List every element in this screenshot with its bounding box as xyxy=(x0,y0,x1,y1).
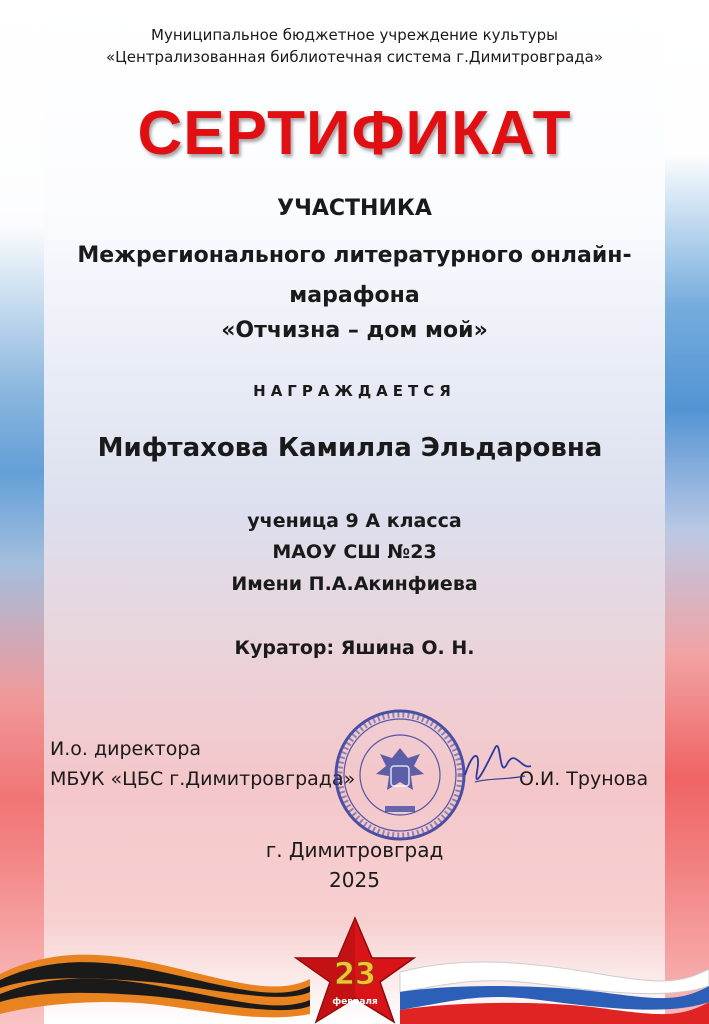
organization-line-1: Муниципальное бюджетное учреждение культуры xyxy=(151,26,558,44)
organization-line-2: «Централизованная библиотечная система г.Димитровграда» xyxy=(105,48,604,66)
certificate-title: СЕРТИФИКАТ xyxy=(137,99,572,168)
director-name: О.И. Трунова xyxy=(519,768,649,790)
event-name-line-1: Межрегионального литературного онлайн- xyxy=(77,243,632,268)
emblem-day: 23 xyxy=(334,957,376,992)
participant-label: УЧАСТНИКА xyxy=(277,196,432,221)
curator-line: Куратор: Яшина О. Н. xyxy=(234,637,475,659)
year: 2025 xyxy=(329,868,380,892)
event-name-line-3: «Отчизна – дом мой» xyxy=(221,318,488,343)
director-position-line-2: МБУК «ЦБС г.Димитровграда» xyxy=(50,768,356,790)
emblem-month: февраля xyxy=(332,997,378,1007)
recipient-name: Мифтахова Камилла Эльдаровна xyxy=(97,433,603,463)
russian-flag-ribbon-icon xyxy=(400,962,709,1024)
city: г. Димитровград xyxy=(265,838,444,862)
official-stamp-icon xyxy=(333,708,467,842)
recipient-school-name: Имени П.А.Акинфиева xyxy=(231,573,478,595)
awarded-label: НАГРАЖДАЕТСЯ xyxy=(253,382,456,400)
recipient-school: МАОУ СШ №23 xyxy=(272,541,437,563)
st-george-ribbon-icon xyxy=(0,955,310,1018)
footer-ribbons xyxy=(0,914,709,1024)
recipient-grade: ученица 9 А класса xyxy=(247,510,462,532)
signature-icon xyxy=(455,730,535,800)
director-position-line-1: И.о. директора xyxy=(50,738,202,760)
event-name-line-2: марафона xyxy=(289,283,420,308)
